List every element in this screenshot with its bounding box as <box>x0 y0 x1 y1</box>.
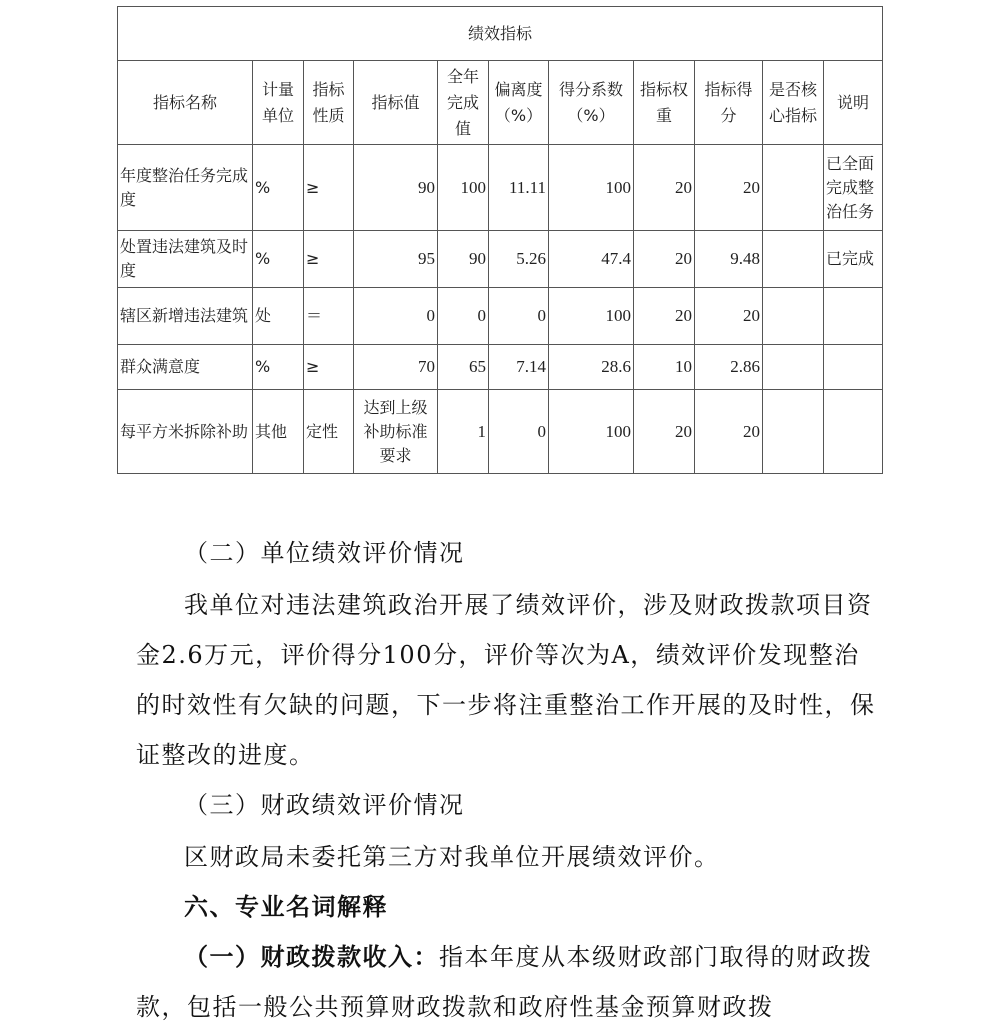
indicator-name: 处置违法建筑及时度 <box>118 231 253 288</box>
section6-heading: 六、专业名词解释 <box>184 892 388 921</box>
deviation-cell: 0 <box>489 390 549 474</box>
actual-value-cell: 0 <box>438 288 489 345</box>
unit-cell: 其他 <box>253 390 304 474</box>
score-coefficient-cell: 100 <box>549 145 634 231</box>
indicator-name: 每平方米拆除补助 <box>118 390 253 474</box>
column-header: 偏离度（%） <box>489 61 549 145</box>
column-header: 指标得分 <box>695 61 763 145</box>
remark-cell <box>824 390 883 474</box>
term-definition: 指本年度从本级财政部门取得的财政拨款，包括一般公共预算财政拨款和政府性基金预算财政拨 <box>136 943 873 1021</box>
remark-cell <box>824 288 883 345</box>
deviation-cell: 5.26 <box>489 231 549 288</box>
indicator-name: 辖区新增违法建筑 <box>118 288 253 345</box>
nature-cell: 定性 <box>304 390 354 474</box>
remark-cell: 已完成 <box>824 231 883 288</box>
indicator-name: 年度整治任务完成度 <box>118 145 253 231</box>
core-indicator-cell <box>763 390 824 474</box>
core-indicator-cell <box>763 288 824 345</box>
unit-cell: % <box>253 345 304 390</box>
score-cell: 20 <box>695 390 763 474</box>
unit-cell: 处 <box>253 288 304 345</box>
deviation-cell: 7.14 <box>489 345 549 390</box>
weight-cell: 10 <box>634 345 695 390</box>
performance-indicator-table <box>117 6 883 474</box>
column-header: 是否核心指标 <box>763 61 824 145</box>
weight-cell: 20 <box>634 231 695 288</box>
table-row <box>118 345 883 390</box>
column-header: 计量单位 <box>253 61 304 145</box>
term-label: （一）财政拨款收入： <box>184 942 439 971</box>
score-cell: 2.86 <box>695 345 763 390</box>
unit-cell: % <box>253 231 304 288</box>
column-header: 指标值 <box>354 61 438 145</box>
table-row <box>118 231 883 288</box>
actual-value-cell: 1 <box>438 390 489 474</box>
column-header: 指标名称 <box>118 61 253 145</box>
column-header: 得分系数（%） <box>549 61 634 145</box>
column-header: 说明 <box>824 61 883 145</box>
score-cell: 20 <box>695 288 763 345</box>
table-row <box>118 390 883 474</box>
table-row <box>118 288 883 345</box>
weight-cell: 20 <box>634 288 695 345</box>
table-header-row <box>118 61 883 145</box>
core-indicator-cell <box>763 231 824 288</box>
weight-cell: 20 <box>634 145 695 231</box>
deviation-cell: 0 <box>489 288 549 345</box>
target-value-cell: 70 <box>354 345 438 390</box>
column-header: 全年完成值 <box>438 61 489 145</box>
remark-cell: 已全面完成整治任务 <box>824 145 883 231</box>
remark-cell <box>824 345 883 390</box>
deviation-cell: 11.11 <box>489 145 549 231</box>
actual-value-cell: 90 <box>438 231 489 288</box>
core-indicator-cell <box>763 345 824 390</box>
target-value-cell: 0 <box>354 288 438 345</box>
score-coefficient-cell: 100 <box>549 288 634 345</box>
nature-cell: ＝ <box>304 288 354 345</box>
unit-cell: % <box>253 145 304 231</box>
score-coefficient-cell: 100 <box>549 390 634 474</box>
target-value-cell: 达到上级补助标准要求 <box>354 390 438 474</box>
table-title: 绩效指标 <box>118 7 883 61</box>
column-header: 指标性质 <box>304 61 354 145</box>
section2-body: 我单位对违法建筑政治开展了绩效评价，涉及财政拨款项目资金2.6万元，评价得分100分，评价等次为A，绩效评价发现整治的时效性有欠缺的问题，下一步将注重整治工作开展的及时性，保证整改的进度。 <box>136 591 876 769</box>
weight-cell: 20 <box>634 390 695 474</box>
score-cell: 9.48 <box>695 231 763 288</box>
nature-cell: ≥ <box>304 231 354 288</box>
nature-cell: ≥ <box>304 145 354 231</box>
actual-value-cell: 65 <box>438 345 489 390</box>
indicator-name: 群众满意度 <box>118 345 253 390</box>
section3-body: 区财政局未委托第三方对我单位开展绩效评价。 <box>184 843 720 871</box>
section2-heading: （二）单位绩效评价情况 <box>184 539 465 567</box>
section3-heading: （三）财政绩效评价情况 <box>184 791 465 819</box>
target-value-cell: 95 <box>354 231 438 288</box>
actual-value-cell: 100 <box>438 145 489 231</box>
core-indicator-cell <box>763 145 824 231</box>
nature-cell: ≥ <box>304 345 354 390</box>
table-row <box>118 145 883 231</box>
column-header: 指标权重 <box>634 61 695 145</box>
target-value-cell: 90 <box>354 145 438 231</box>
section6-item1 <box>136 932 876 1032</box>
score-cell: 20 <box>695 145 763 231</box>
score-coefficient-cell: 47.4 <box>549 231 634 288</box>
score-coefficient-cell: 28.6 <box>549 345 634 390</box>
